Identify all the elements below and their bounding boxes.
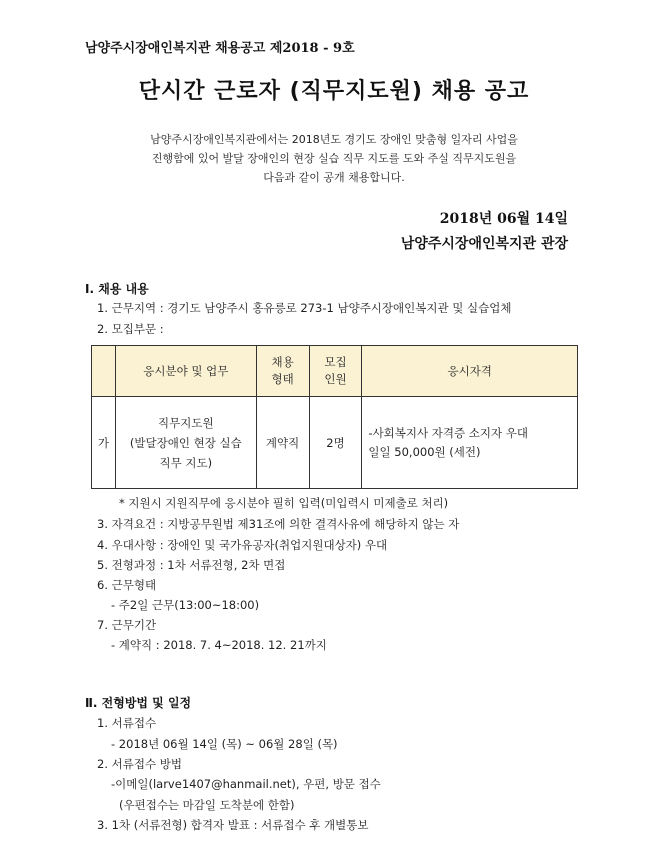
intro-line-1: 남양주시장애인복지관에서는 2018년도 경기도 장애인 맞춤형 일자리 사업을 (150, 133, 518, 146)
header-type-2: 형태 (271, 372, 294, 386)
section-2-heading: Ⅱ. 전형방법 및 일정 (85, 696, 192, 710)
signature: 남양주시장애인복지관 관장 (400, 236, 568, 252)
row-qual-line-2: 일일 50,000원 (세전) (368, 444, 481, 459)
row-field-line-3: 직무 지도) (159, 455, 213, 470)
intro-line-2: 진행함에 있어 발달 장애인의 현장 실습 직무 지도를 도와 주실 직무지도원을 (151, 152, 517, 165)
row-qualification (362, 397, 578, 489)
row-type: 계약직 (256, 397, 309, 489)
header-type (256, 346, 309, 397)
s1-item-2: 2. 모집부문 : (97, 322, 164, 336)
s1-item-7: 7. 근무기간 (97, 618, 157, 632)
table-row (92, 397, 578, 489)
header-count-2: 인원 (324, 372, 347, 386)
header-field: 응시분야 및 업무 (115, 346, 256, 397)
notice-number: 남양주시장애인복지관 채용공고 제2018 - 9호 (85, 41, 355, 56)
announcement-date: 2018년 06월 14일 (439, 211, 568, 227)
row-count: 2명 (309, 397, 362, 489)
row-field-line-2: (발달장애인 현장 실습 (129, 435, 242, 450)
page-title: 단시간 근로자 (직무지도원) 채용 공고 (138, 79, 530, 104)
s1-item-7-detail: - 계약직 : 2018. 7. 4~2018. 12. 21까지 (111, 638, 327, 652)
s2-item-2: 2. 서류접수 방법 (97, 757, 182, 771)
s1-note: * 지원시 지원직무에 응시분야 필히 입력(미입력시 미제출로 처리) (119, 496, 449, 510)
row-qual-line-1: -사회복지사 자격증 소지자 우대 (368, 425, 528, 440)
s1-item-5: 5. 전형과정 : 1차 서류전형, 2차 면접 (97, 558, 286, 572)
row-field (115, 397, 256, 489)
header-type-1: 채용 (271, 355, 294, 369)
s1-item-6-detail: - 주2일 근무(13:00~18:00) (111, 598, 260, 612)
s2-item-2-detail-2: (우편접수는 마감일 도착분에 한함) (119, 798, 295, 812)
table-header-row (92, 346, 578, 397)
s1-item-4: 4. 우대사항 : 장애인 및 국가유공자(취업지원대상자) 우대 (97, 538, 388, 552)
s1-item-3: 3. 자격요건 : 지방공무원법 제31조에 의한 결격사유에 해당하지 않는 자 (97, 517, 460, 531)
s2-item-1-detail: - 2018년 06월 14일 (목) ~ 06월 28일 (목) (111, 737, 338, 751)
intro-line-3: 다음과 같이 공개 채용합니다. (263, 171, 405, 184)
section-1-heading: Ⅰ. 채용 내용 (85, 282, 149, 296)
s2-item-2-detail-1: -이메일(larve1407@hanmail.net), 우편, 방문 접수 (111, 777, 381, 791)
row-mark: 가 (92, 397, 116, 489)
header-mark (92, 346, 116, 397)
s1-item-1: 1. 근무지역 : 경기도 남양주시 홍유릉로 273-1 남양주시장애인복지관 및 실습업체 (97, 301, 512, 315)
header-count (309, 346, 362, 397)
row-field-line-1: 직무지도원 (158, 415, 214, 430)
s2-item-3: 3. 1차 (서류전형) 합격자 발표 : 서류접수 후 개별통보 (97, 818, 369, 832)
s1-item-6: 6. 근무형태 (97, 578, 157, 592)
s2-item-1: 1. 서류접수 (97, 716, 157, 730)
header-qualification: 응시자격 (362, 346, 578, 397)
header-count-1: 모집 (324, 355, 347, 369)
recruitment-table (91, 345, 578, 489)
